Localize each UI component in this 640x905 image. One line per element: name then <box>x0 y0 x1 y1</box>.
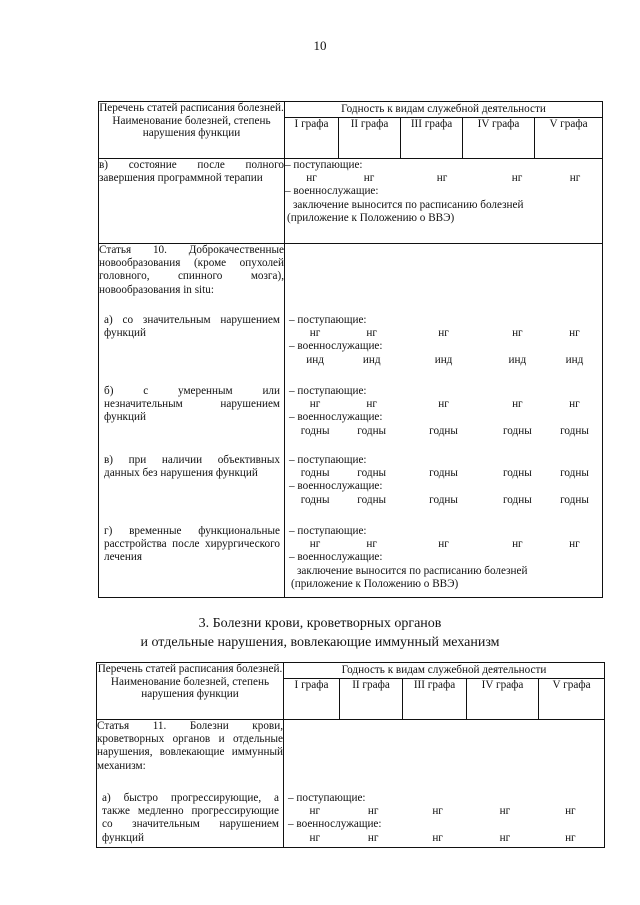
header-diseases-list: Перечень статей расписания болезней. Наименование болезней, степень нарушения функции <box>97 663 284 720</box>
value-col-5: годны <box>560 424 589 437</box>
value-col-3: инд <box>434 353 453 366</box>
header-col-3: III графа <box>401 118 463 159</box>
value-col-5: нг <box>569 538 580 551</box>
value-col-1: годны <box>300 424 330 437</box>
value-col-4: годны <box>502 467 532 480</box>
header-diseases-list: Перечень статей расписания болезней. Наименование болезней, степень нарушения функции <box>99 102 285 159</box>
servicemen-values <box>288 832 601 845</box>
article-10-cell <box>99 244 285 598</box>
applicants-values <box>288 805 601 818</box>
applicants-values <box>289 538 599 551</box>
article-11-fitness <box>284 720 605 848</box>
value-col-4: годны <box>502 493 532 506</box>
header-col-5: V графа <box>539 679 605 720</box>
value-col-4: нг <box>512 327 523 340</box>
header-fitness-group: Годность к видам служебной деятельности <box>285 102 603 118</box>
section-heading <box>0 614 640 652</box>
fitness-table-1 <box>98 101 603 598</box>
value-col-3: годны <box>429 467 458 480</box>
value-col-3: нг <box>432 831 443 844</box>
value-col-1: нг <box>306 172 317 185</box>
value-col-2: годны <box>357 493 387 506</box>
row-post-therapy <box>99 159 285 244</box>
header-col-5: V графа <box>535 118 603 159</box>
value-col-4: годны <box>502 424 532 437</box>
row-a-fitness <box>288 792 601 845</box>
header-col-4: IV графа <box>467 679 539 720</box>
value-col-3: годны <box>429 424 458 437</box>
value-col-1: нг <box>309 831 321 844</box>
row-a-text: а) быстро прогрессирующие, а также медленно прогрессирующие со значительным нарушением функций <box>102 792 279 844</box>
row-b-fitness <box>289 385 599 438</box>
value-col-4: инд <box>508 353 527 366</box>
applicants-label: – поступающие: <box>289 454 367 466</box>
value-col-5: нг <box>569 398 580 411</box>
value-col-5: нг <box>565 805 576 818</box>
value-col-4: нг <box>499 831 511 844</box>
value-col-2: нг <box>367 831 379 844</box>
servicemen-label: – военнослужащие: <box>289 411 383 424</box>
value-col-1: нг <box>309 398 321 411</box>
value-col-1: нг <box>309 538 321 551</box>
applicants-label: – поступающие: <box>288 792 366 804</box>
servicemen-label: – военнослужащие: <box>289 551 383 564</box>
applicants-label: – поступающие: <box>289 525 367 537</box>
servicemen-values <box>289 494 599 507</box>
value-col-4: нг <box>499 805 511 818</box>
article-11-title: Статья 11. Болезни крови, кроветворных органов и отдельные нарушения, вовлекающие иммунный механизм: <box>97 720 283 772</box>
conclusion-line-1: заключение выносится по расписанию болезней <box>293 198 524 211</box>
value-col-1: нг <box>309 805 321 818</box>
header-col-3: III графа <box>403 679 467 720</box>
value-col-2: годны <box>357 467 387 480</box>
value-col-5: инд <box>565 353 584 366</box>
article-10-fitness <box>285 244 603 598</box>
section-heading-line-2: и отдельные нарушения, вовлекающие иммунный механизм <box>140 635 500 650</box>
article-11-cell <box>97 720 284 848</box>
value-col-3: нг <box>432 805 443 818</box>
servicemen-label: – военнослужащие: <box>289 340 383 353</box>
fitness-table-2 <box>96 662 605 848</box>
value-col-3: нг <box>438 538 449 551</box>
value-col-4: нг <box>512 538 523 551</box>
row-g-fitness <box>289 525 599 591</box>
value-col-5: нг <box>569 172 581 185</box>
value-col-3: годны <box>429 493 458 506</box>
row-post-therapy-text: в) состояние после полного завершения программной терапии <box>99 159 284 185</box>
value-col-3: нг <box>438 398 449 411</box>
header-col-2: II графа <box>340 679 403 720</box>
servicemen-values <box>289 425 599 438</box>
applicants-values <box>289 467 599 480</box>
value-col-2: инд <box>362 353 381 366</box>
servicemen-label: – военнослужащие: <box>289 480 383 493</box>
applicants-label: – поступающие: <box>289 385 367 397</box>
section-heading-line-1: 3. Болезни крови, кроветворных органов <box>198 616 442 631</box>
applicants-values <box>285 172 602 185</box>
page-number: 10 <box>313 38 327 53</box>
value-col-4: нг <box>511 172 523 185</box>
value-col-2: нг <box>366 398 377 411</box>
applicants-label: – поступающие: <box>285 159 363 171</box>
row-a-fitness <box>289 314 599 367</box>
value-col-2: нг <box>366 538 377 551</box>
header-col-4: IV графа <box>463 118 535 159</box>
conclusion-line-2: (приложение к Положению о ВВЭ) <box>287 211 455 224</box>
value-col-5: нг <box>569 327 580 340</box>
value-col-1: годны <box>300 467 330 480</box>
value-col-1: инд <box>306 353 324 366</box>
row-v-text: в) при наличии объективных данных без нарушения функций <box>104 454 280 480</box>
value-col-5: годны <box>560 467 589 480</box>
value-col-5: нг <box>565 831 576 844</box>
servicemen-label: – военнослужащие: <box>288 818 382 831</box>
header-col-1: I графа <box>284 679 340 720</box>
value-col-3: нг <box>436 172 448 185</box>
row-g-text: г) временные функциональные расстройства после хирургического лечения <box>104 525 280 564</box>
article-10-title: Статья 10. Доброкачественные новообразования (кроме опухолей головного, спинного мозга), новообразования in situ: <box>99 244 284 296</box>
value-col-5: годны <box>560 493 589 506</box>
value-col-2: нг <box>363 172 375 185</box>
row-v-fitness <box>289 454 599 507</box>
value-col-2: годны <box>357 424 387 437</box>
value-col-1: годны <box>300 493 330 506</box>
servicemen-values <box>289 354 599 367</box>
applicants-values <box>289 398 599 411</box>
conclusion-line-1: заключение выносится по расписанию болезней <box>297 564 528 577</box>
row-b-text: б) с умеренным или незначительным нарушением функций <box>104 385 280 424</box>
applicants-label: – поступающие: <box>289 314 367 326</box>
servicemen-label: – военнослужащие: <box>285 185 379 198</box>
row-a-text: а) со значительным нарушением функций <box>104 314 280 340</box>
value-col-2: нг <box>366 327 377 340</box>
applicants-values <box>289 327 599 340</box>
row-post-therapy-fitness <box>285 159 603 244</box>
value-col-4: нг <box>512 398 523 411</box>
header-col-2: II графа <box>339 118 401 159</box>
value-col-1: нг <box>309 327 321 340</box>
header-fitness-group: Годность к видам служебной деятельности <box>284 663 605 679</box>
header-col-1: I графа <box>285 118 339 159</box>
value-col-2: нг <box>367 805 379 818</box>
conclusion-line-2: (приложение к Положению о ВВЭ) <box>291 577 459 590</box>
value-col-3: нг <box>438 327 449 340</box>
